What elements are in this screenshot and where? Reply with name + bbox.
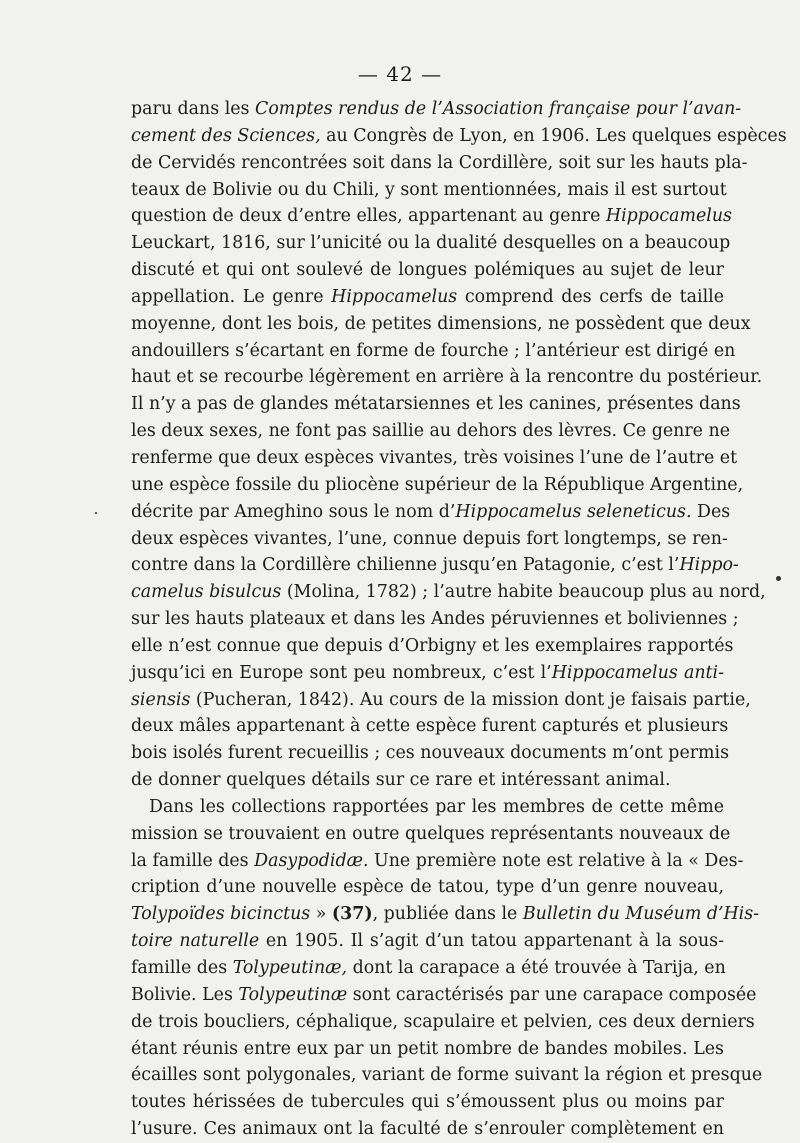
- text-run: »: [310, 904, 332, 925]
- text-line: [131, 874, 724, 901]
- text-run: Dans les collections rapportées par les membres de cette même: [149, 796, 724, 817]
- text-line: [131, 713, 729, 740]
- text-line: [131, 687, 751, 714]
- text-line: [131, 821, 731, 848]
- italic-run: toire naturelle: [131, 931, 260, 952]
- text-line: [131, 123, 787, 150]
- italic-run: siensis: [131, 689, 191, 710]
- italic-run: Tolypoïdes bicinctus: [131, 904, 311, 925]
- text-line: [131, 311, 751, 338]
- bold-run: (37): [331, 904, 373, 925]
- text-line: [131, 1036, 724, 1063]
- text-line: [131, 177, 727, 204]
- text-line: [131, 203, 732, 230]
- italic-run: Hippocamelus: [605, 206, 732, 227]
- italic-run: Hippocamelus anti-: [551, 662, 724, 683]
- text-run: elle n’est connue que depuis d’Orbigny et les exemplaires rapportés: [131, 635, 734, 656]
- text-run: dont la carapace a été trouvée à Tarija, en: [347, 958, 726, 978]
- text-line: [131, 96, 742, 123]
- text-run: discuté et qui ont soulevé de longues polémiques au sujet de leur: [131, 260, 724, 281]
- text-line: [131, 418, 730, 445]
- text-line: [131, 955, 724, 982]
- text-line: [131, 794, 724, 821]
- text-run: en 1905. Il s’agit d’un tatou appartenant à la sous-: [259, 931, 724, 952]
- text-run: écailles sont polygonales, variant de forme suivant la région et presque: [131, 1065, 763, 1086]
- text-line: [131, 552, 739, 579]
- text-line: [131, 579, 766, 606]
- text-line: [131, 660, 724, 687]
- text-run: étant réunis entre eux par un petit nombre de bandes mobiles. Les: [131, 1038, 724, 1059]
- text-line: [131, 848, 744, 875]
- text-run: de donner quelques détails sur ce rare et intéressant animal.: [131, 770, 671, 791]
- text-line: [131, 633, 734, 660]
- text-run: renferme que deux espèces vivantes, très voisines l’une de l’autre et: [131, 447, 738, 468]
- text-line: [131, 284, 724, 311]
- text-line: [131, 445, 738, 472]
- italic-run: Hippo-: [679, 555, 739, 576]
- text-run: comprend des cerfs de taille: [457, 286, 724, 307]
- text-run: une espèce fossile du pliocène supérieur de la République Argentine,: [131, 474, 744, 495]
- page-number: — 42 —: [357, 62, 443, 86]
- text-run: décrite par Ameghino sous le nom d’: [131, 501, 456, 522]
- italic-run: camelus bisulcus: [131, 582, 282, 603]
- text-line: [131, 499, 731, 526]
- text-line: [131, 230, 731, 257]
- italic-run: Comptes rendus de l’Association française pour l’avan-: [255, 99, 742, 119]
- text-line: [131, 740, 730, 767]
- text-run: appellation. Le genre: [131, 286, 332, 307]
- text-line: [131, 767, 724, 794]
- text-line: [131, 472, 744, 499]
- text-run: sont caractérisés par une carapace composée: [347, 984, 757, 1005]
- text-run: famille des: [131, 958, 233, 978]
- italic-run: Tolypeutinæ: [238, 984, 348, 1005]
- text-run: teaux de Bolivie ou du Chili, y sont mentionnées, mais il est surtout: [131, 179, 727, 200]
- body-text: [131, 96, 787, 1143]
- text-run: de Cervidés rencontrées soit dans la Cordillère, soit sur les hauts pla-: [131, 152, 748, 173]
- text-run: contre dans la Cordillère chilienne jusqu’en Patagonie, c’est l’: [131, 555, 680, 576]
- text-run: question de deux d’entre elles, appartenant au genre: [131, 206, 606, 227]
- text-run: au Congrès de Lyon, en 1906. Les quelques espèces: [320, 125, 787, 146]
- text-line: [131, 391, 741, 418]
- text-line: [131, 1062, 763, 1089]
- text-line: [131, 1089, 724, 1116]
- text-run: (Molina, 1782) ; l’autre habite beaucoup plus au nord,: [281, 582, 766, 603]
- italic-run: Dasypodidæ.: [254, 850, 369, 871]
- text-run: Leuckart, 1816, sur l’unicité ou la dualité desquelles on a beaucoup: [131, 233, 731, 254]
- text-line: [131, 526, 728, 553]
- text-line: [131, 982, 757, 1009]
- text-run: haut et se recourbe légèrement en arrière à la rencontre du postérieur.: [131, 367, 763, 388]
- text-line: [131, 338, 736, 365]
- text-line: [131, 150, 748, 177]
- text-run: , publiée dans le: [372, 904, 523, 925]
- italic-run: Bulletin du Muséum d’His-: [522, 904, 760, 925]
- text-run: bois isolés furent recueillis ; ces nouveaux documents m’ont permis: [131, 743, 730, 764]
- italic-run: Hippocamelus: [331, 286, 458, 307]
- text-line: [131, 606, 739, 633]
- text-line: [131, 1009, 755, 1036]
- text-line: [131, 257, 724, 284]
- text-run: (Pucheran, 1842). Au cours de la mission dont je faisais partie,: [190, 689, 751, 710]
- text-run: deux espèces vivantes, l’une, connue depuis fort longtemps, se ren-: [131, 528, 728, 549]
- text-run: cription d’une nouvelle espèce de tatou, type d’un genre nouveau,: [131, 877, 724, 898]
- text-run: paru dans les: [131, 99, 256, 119]
- text-run: Une première note est relative à la « Des-: [368, 850, 744, 871]
- text-run: toutes hérissées de tubercules qui s’émoussent plus ou moins par: [131, 1092, 724, 1113]
- text-run: mission se trouvaient en outre quelques représentants nouveaux de: [131, 823, 731, 844]
- text-line: [131, 364, 763, 391]
- text-line: [131, 901, 760, 928]
- text-run: Bolivie. Les: [131, 984, 239, 1005]
- text-run: de trois boucliers, céphalique, scapulaire et pelvien, ces deux derniers: [131, 1011, 755, 1032]
- text-run: andouillers s’écartant en forme de fourche ; l’antérieur est dirigé en: [131, 340, 736, 361]
- text-run: jusqu’ici en Europe sont peu nombreux, c’est l’: [131, 662, 552, 683]
- text-run: les deux sexes, ne font pas saillie au dehors des lèvres. Ce genre ne: [131, 421, 730, 442]
- text-run: l’usure. Ces animaux ont la faculté de s’enrouler complètement en: [131, 1119, 724, 1140]
- scan-speck: [776, 576, 781, 581]
- text-line: [131, 1116, 724, 1143]
- scan-speck: [95, 512, 97, 514]
- text-run: sur les hauts plateaux et dans les Andes péruviennes et boliviennes ;: [131, 609, 739, 630]
- text-run: Il n’y a pas de glandes métatarsiennes et les canines, présentes dans: [131, 394, 741, 415]
- text-run: Des: [691, 501, 731, 522]
- text-run: deux mâles appartenant à cette espèce furent capturés et plusieurs: [131, 716, 729, 737]
- italic-run: Hippocamelus seleneticus.: [455, 501, 692, 522]
- italic-run: cement des Sciences,: [131, 125, 321, 146]
- italic-run: Tolypeutinæ,: [232, 958, 348, 978]
- text-run: moyenne, dont les bois, de petites dimensions, ne possèdent que deux: [131, 313, 751, 334]
- text-run: la famille des: [131, 850, 255, 871]
- text-line: [131, 928, 724, 955]
